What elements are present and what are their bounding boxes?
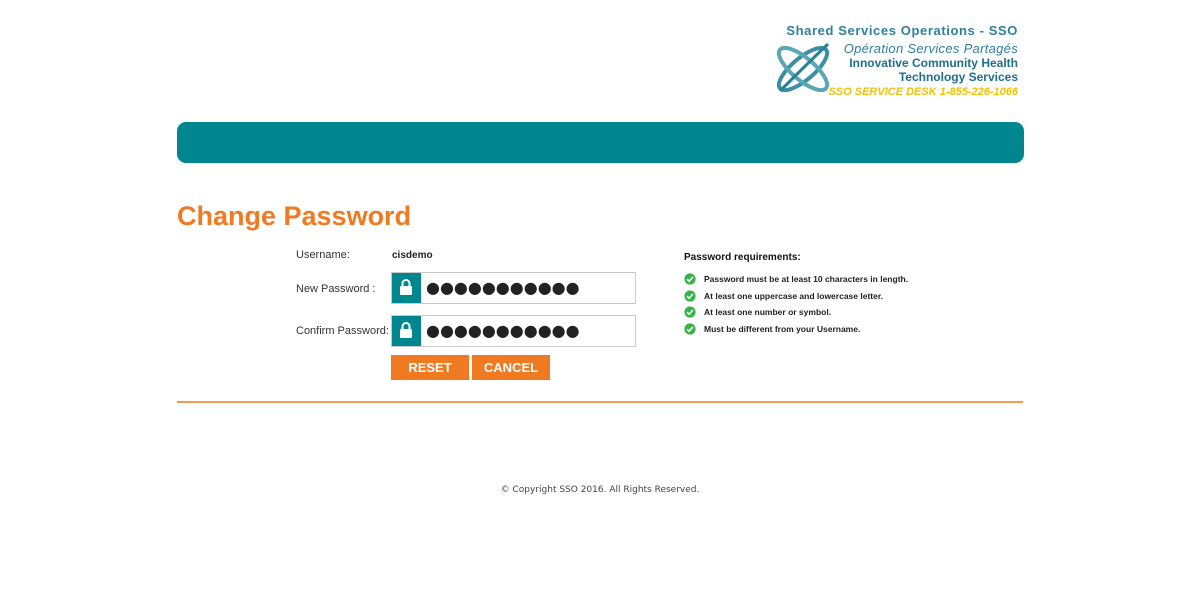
- requirement-item: [684, 273, 908, 290]
- requirement-item: [684, 290, 908, 307]
- requirements-title: Password requirements:: [684, 252, 801, 263]
- new-password-input[interactable]: [424, 273, 633, 303]
- section-divider: [177, 401, 1023, 403]
- org-name-en: Shared Services Operations - SSO: [786, 23, 1018, 38]
- requirement-text: Must be different from your Username.: [704, 323, 861, 334]
- lock-icon: [392, 316, 421, 346]
- footer-copyright: © Copyright SSO 2016. All Rights Reserved.: [500, 485, 700, 495]
- header-logo-text: [786, 24, 1018, 99]
- page-title: Change Password: [177, 201, 412, 231]
- reset-button[interactable]: RESET: [391, 355, 469, 380]
- confirm-password-field[interactable]: [391, 315, 636, 347]
- tagline-line2: Technology Services: [898, 69, 1018, 84]
- username-value: cisdemo: [392, 250, 433, 261]
- cancel-button[interactable]: CANCEL: [472, 355, 550, 380]
- check-circle-icon: [684, 273, 696, 285]
- header-logo-block: [768, 24, 1020, 108]
- requirement-item: [684, 306, 908, 323]
- requirements-list: [684, 273, 908, 339]
- check-circle-icon: [684, 306, 696, 318]
- requirement-text: At least one uppercase and lowercase letter.: [704, 290, 884, 301]
- requirement-text: Password must be at least 10 characters in length.: [704, 274, 909, 284]
- confirm-password-label: Confirm Password:: [296, 325, 389, 337]
- header-bar: [177, 122, 1024, 163]
- check-circle-icon: [684, 290, 696, 302]
- tagline-line1: Innovative Community Health: [849, 55, 1018, 70]
- username-label: Username:: [296, 249, 350, 261]
- requirement-text: At least one number or symbol.: [704, 307, 832, 317]
- service-desk-phone: SSO SERVICE DESK 1-855-226-1066: [828, 86, 1018, 99]
- new-password-field[interactable]: [391, 272, 636, 304]
- requirement-item: [684, 323, 908, 340]
- new-password-label: New Password :: [296, 283, 376, 295]
- confirm-password-input[interactable]: [424, 316, 633, 346]
- check-circle-icon: [684, 323, 696, 335]
- org-name-fr: Opération Services Partagés: [843, 40, 1018, 56]
- lock-icon: [392, 273, 421, 303]
